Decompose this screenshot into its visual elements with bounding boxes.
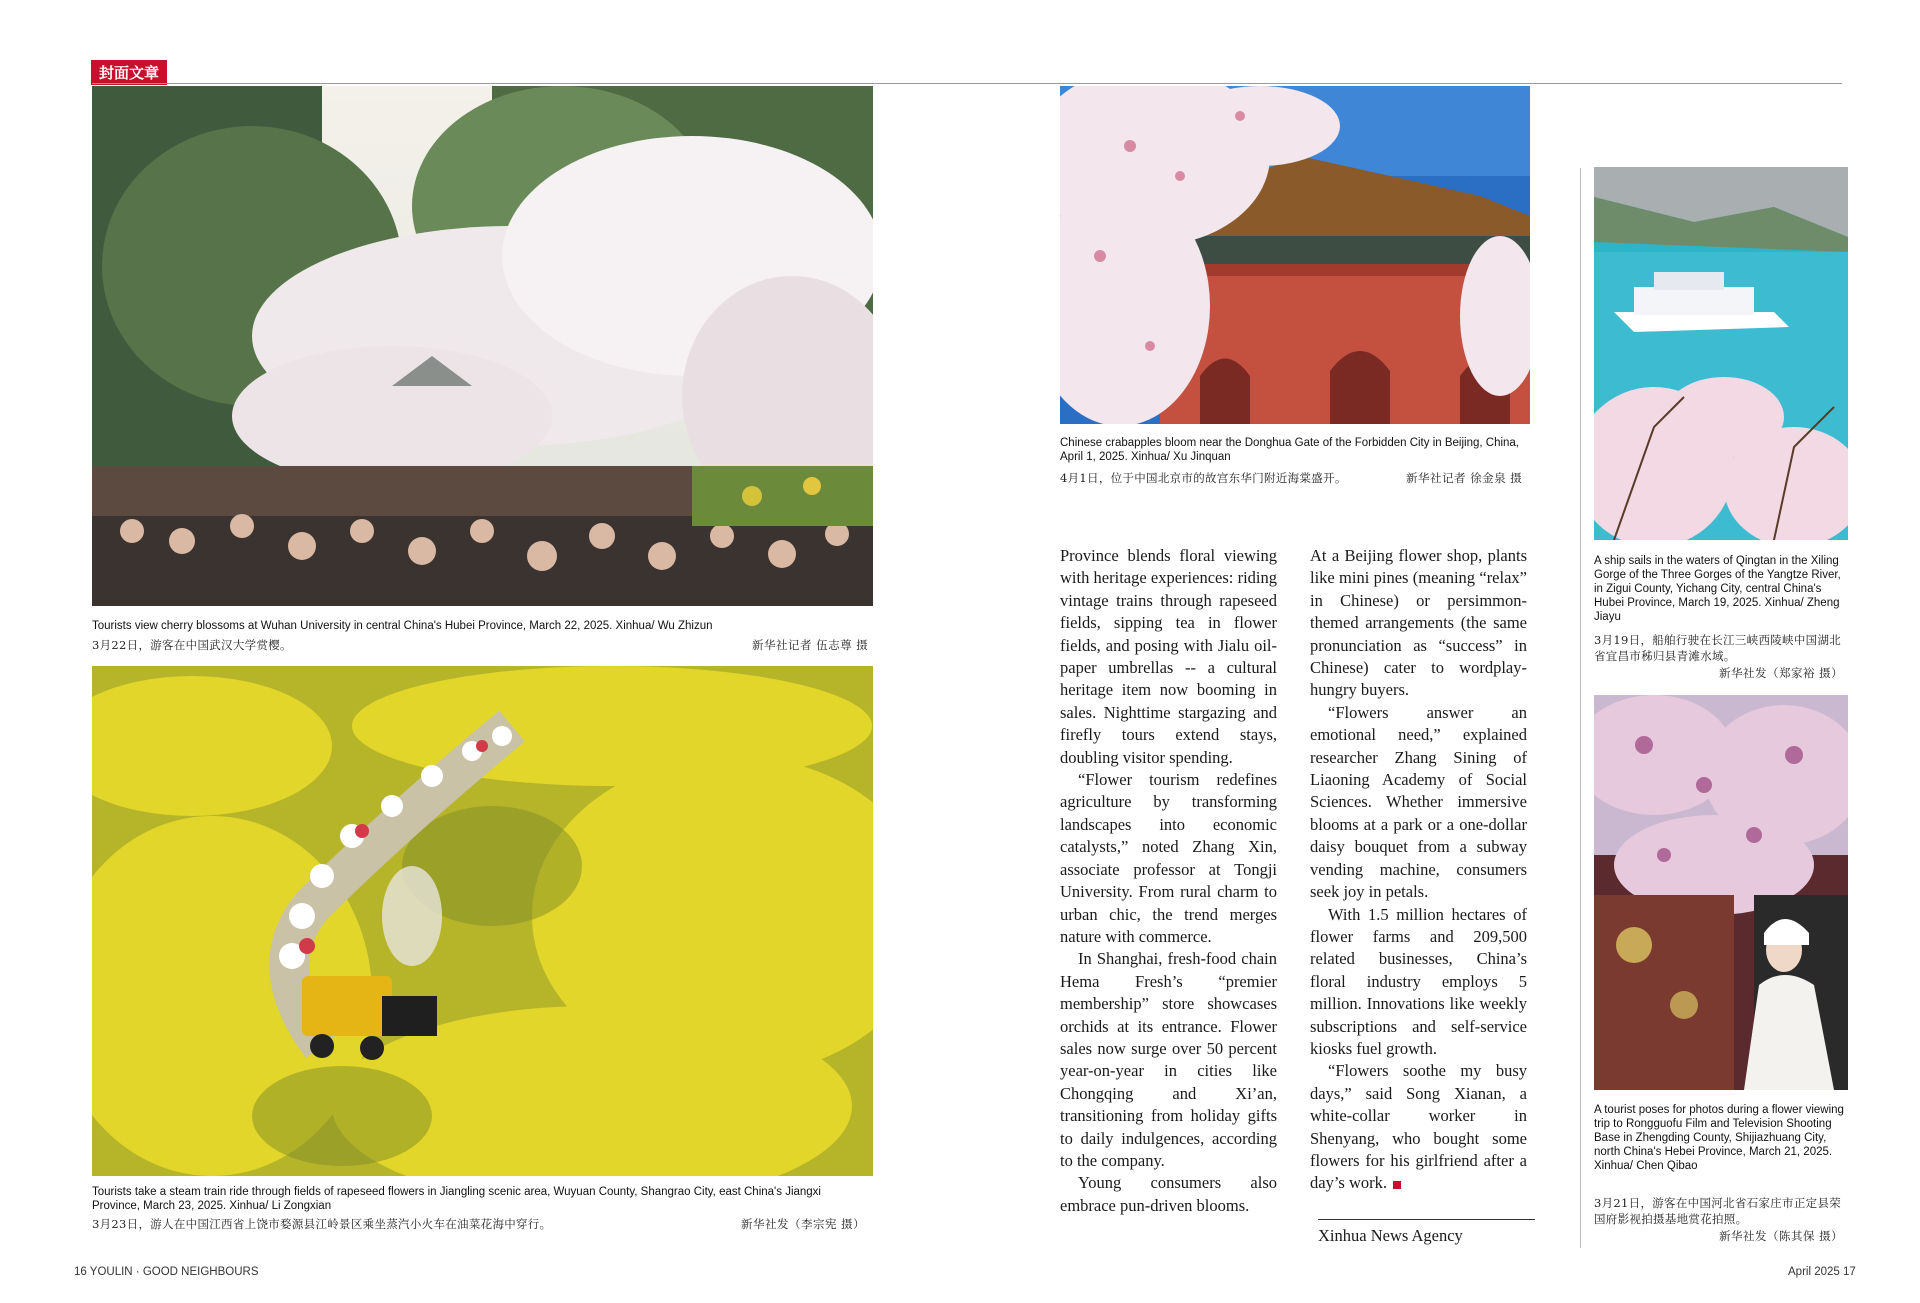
column-divider: [1580, 168, 1581, 1248]
article-paragraph: Province blends floral viewing with heritage experiences: riding vintage trains through rapeseed fields, sipping tea in flower fields, and posing with Jialu oil-paper umbrellas -- a cultural heritage item now booming in sales. Nighttime stargazing and firefly tours extend stays, doubling visitor spending.: [1060, 546, 1277, 767]
page-number-left: 16: [74, 1266, 87, 1278]
issue-date: April 2025: [1788, 1266, 1840, 1278]
ship-caption-en: A ship sails in the waters of Qingtan in the Xiling Gorge of the Three Gorges of the Yangtze River, in Zigui County, Yichang City, central China's Hubei Province, March 19, 2025. Xinhua/ Zheng Jiayu: [1594, 555, 1841, 623]
article-paragraph: At a Beijing flower shop, plants like mini pines (meaning “relax” in Chinese) or persimmon-themed arrangements (the same pronunciation as “success” in Chinese) cater to wordplay-hungry buyers.: [1310, 546, 1527, 700]
ship-credit-cn: 新华社发（郑家裕 摄）: [1719, 666, 1844, 680]
page-number-right: 17: [1843, 1266, 1856, 1278]
magnolia-credit-cn: 新华社发（陈其保 摄）: [1719, 1229, 1844, 1243]
magnolia-tourist-photo: [1594, 695, 1848, 1090]
news-agency: Xinhua News Agency: [1318, 1226, 1463, 1245]
article-column-2: [1310, 545, 1527, 1195]
end-mark-icon: [1393, 1181, 1401, 1189]
cherry-caption-en: Tourists view cherry blossoms at Wuhan University in central China's Hubei Province, March 22, 2025. Xinhua/ Wu Zhizun: [92, 620, 713, 632]
rapeseed-train-photo: [92, 666, 873, 1176]
agency-rule: [1318, 1219, 1535, 1220]
cherry-credit-cn: 新华社记者 伍志尊 摄: [752, 638, 869, 652]
crabapple-caption-cn: 4月1日，位于中国北京市的故宫东华门附近海棠盛开。: [1060, 471, 1347, 485]
rapeseed-credit-cn: 新华社发（李宗宪 摄）: [741, 1217, 866, 1231]
crabapple-caption-en: Chinese crabapples bloom near the Donghua Gate of the Forbidden City in Beijing, China, April 1, 2025. Xinhua/ Xu Jinquan: [1060, 437, 1520, 463]
ship-caption-cn: 3月19日，船舶行驶在长江三峡西陵峡中国湖北省宜昌市秭归县青滩水域。: [1594, 633, 1842, 663]
crabapple-gate-photo: [1060, 86, 1530, 424]
rapeseed-caption-cn: 3月23日，游人在中国江西省上饶市婺源县江岭景区乘坐蒸汽小火车在油菜花海中穿行。: [92, 1217, 552, 1231]
cherry-blossom-photo: [92, 86, 873, 606]
magnolia-caption-en: A tourist poses for photos during a flower viewing trip to Rongguofu Film and Television Shooting Base in Zhengding County, Shijiazhuang City, north China's Hebei Province, March 21, 2025. Xinhua/ Chen Qibao: [1594, 1104, 1844, 1172]
magazine-title: YOULIN · GOOD NEIGHBOURS: [89, 1266, 259, 1278]
article-paragraph: “Flowers soothe my busy days,” said Song Xianan, a white-collar worker in Shenyang, who bought some flowers for his girlfriend after a day’s work.: [1310, 1061, 1527, 1193]
article-column-1: [1060, 545, 1277, 1217]
header-rule: [92, 83, 1842, 84]
article-paragraph: In Shanghai, fresh-food chain Hema Fresh’s “premier membership” store showcases orchids at its entrance. Flower sales now surge over 50 percent year-on-year in cities like Chongqing and Xi’an, transitioning from holiday gifts to daily indulgences, according to the company.: [1060, 949, 1277, 1170]
article-paragraph: “Flowers answer an emotional need,” explained researcher Zhang Sining of Liaoning Academy of Social Sciences. Whether immersive blooms at a park or a one-dollar daisy bouquet from a subway vending machine, consumers seek joy in petals.: [1310, 702, 1527, 902]
article-paragraph: With 1.5 million hectares of flower farms and 209,500 related businesses, China’s floral industry employs 5 million. Innovations like weekly subscriptions and self-service kiosks fuel growth.: [1310, 904, 1527, 1058]
article-paragraph: Young consumers also embrace pun-driven blooms.: [1060, 1173, 1277, 1215]
article-paragraph: “Flower tourism redefines agriculture by transforming landscapes into economic catalysts,” noted Zhang Xin, associate professor at Tongji University. From rural charm to urban chic, the trend merges nature with commerce.: [1060, 770, 1277, 946]
footer-left: [74, 1266, 258, 1278]
rapeseed-caption-en: Tourists take a steam train ride through fields of rapeseed flowers in Jiangling scenic area, Wuyuan County, Shangrao City, east China's Jiangxi Province, March 23, 2025. Xinhua/ Li Zongxian: [92, 1186, 821, 1212]
section-kicker: 封面文章: [91, 60, 167, 85]
ship-gorge-photo: [1594, 167, 1848, 540]
magnolia-caption-cn: 3月21日，游客在中国河北省石家庄市正定县荣国府影视拍摄基地赏花拍照。: [1594, 1196, 1842, 1226]
footer-right: [1788, 1266, 1856, 1278]
crabapple-credit-cn: 新华社记者 徐金泉 摄: [1406, 471, 1523, 485]
cherry-caption-cn: 3月22日，游客在中国武汉大学赏樱。: [92, 638, 292, 652]
